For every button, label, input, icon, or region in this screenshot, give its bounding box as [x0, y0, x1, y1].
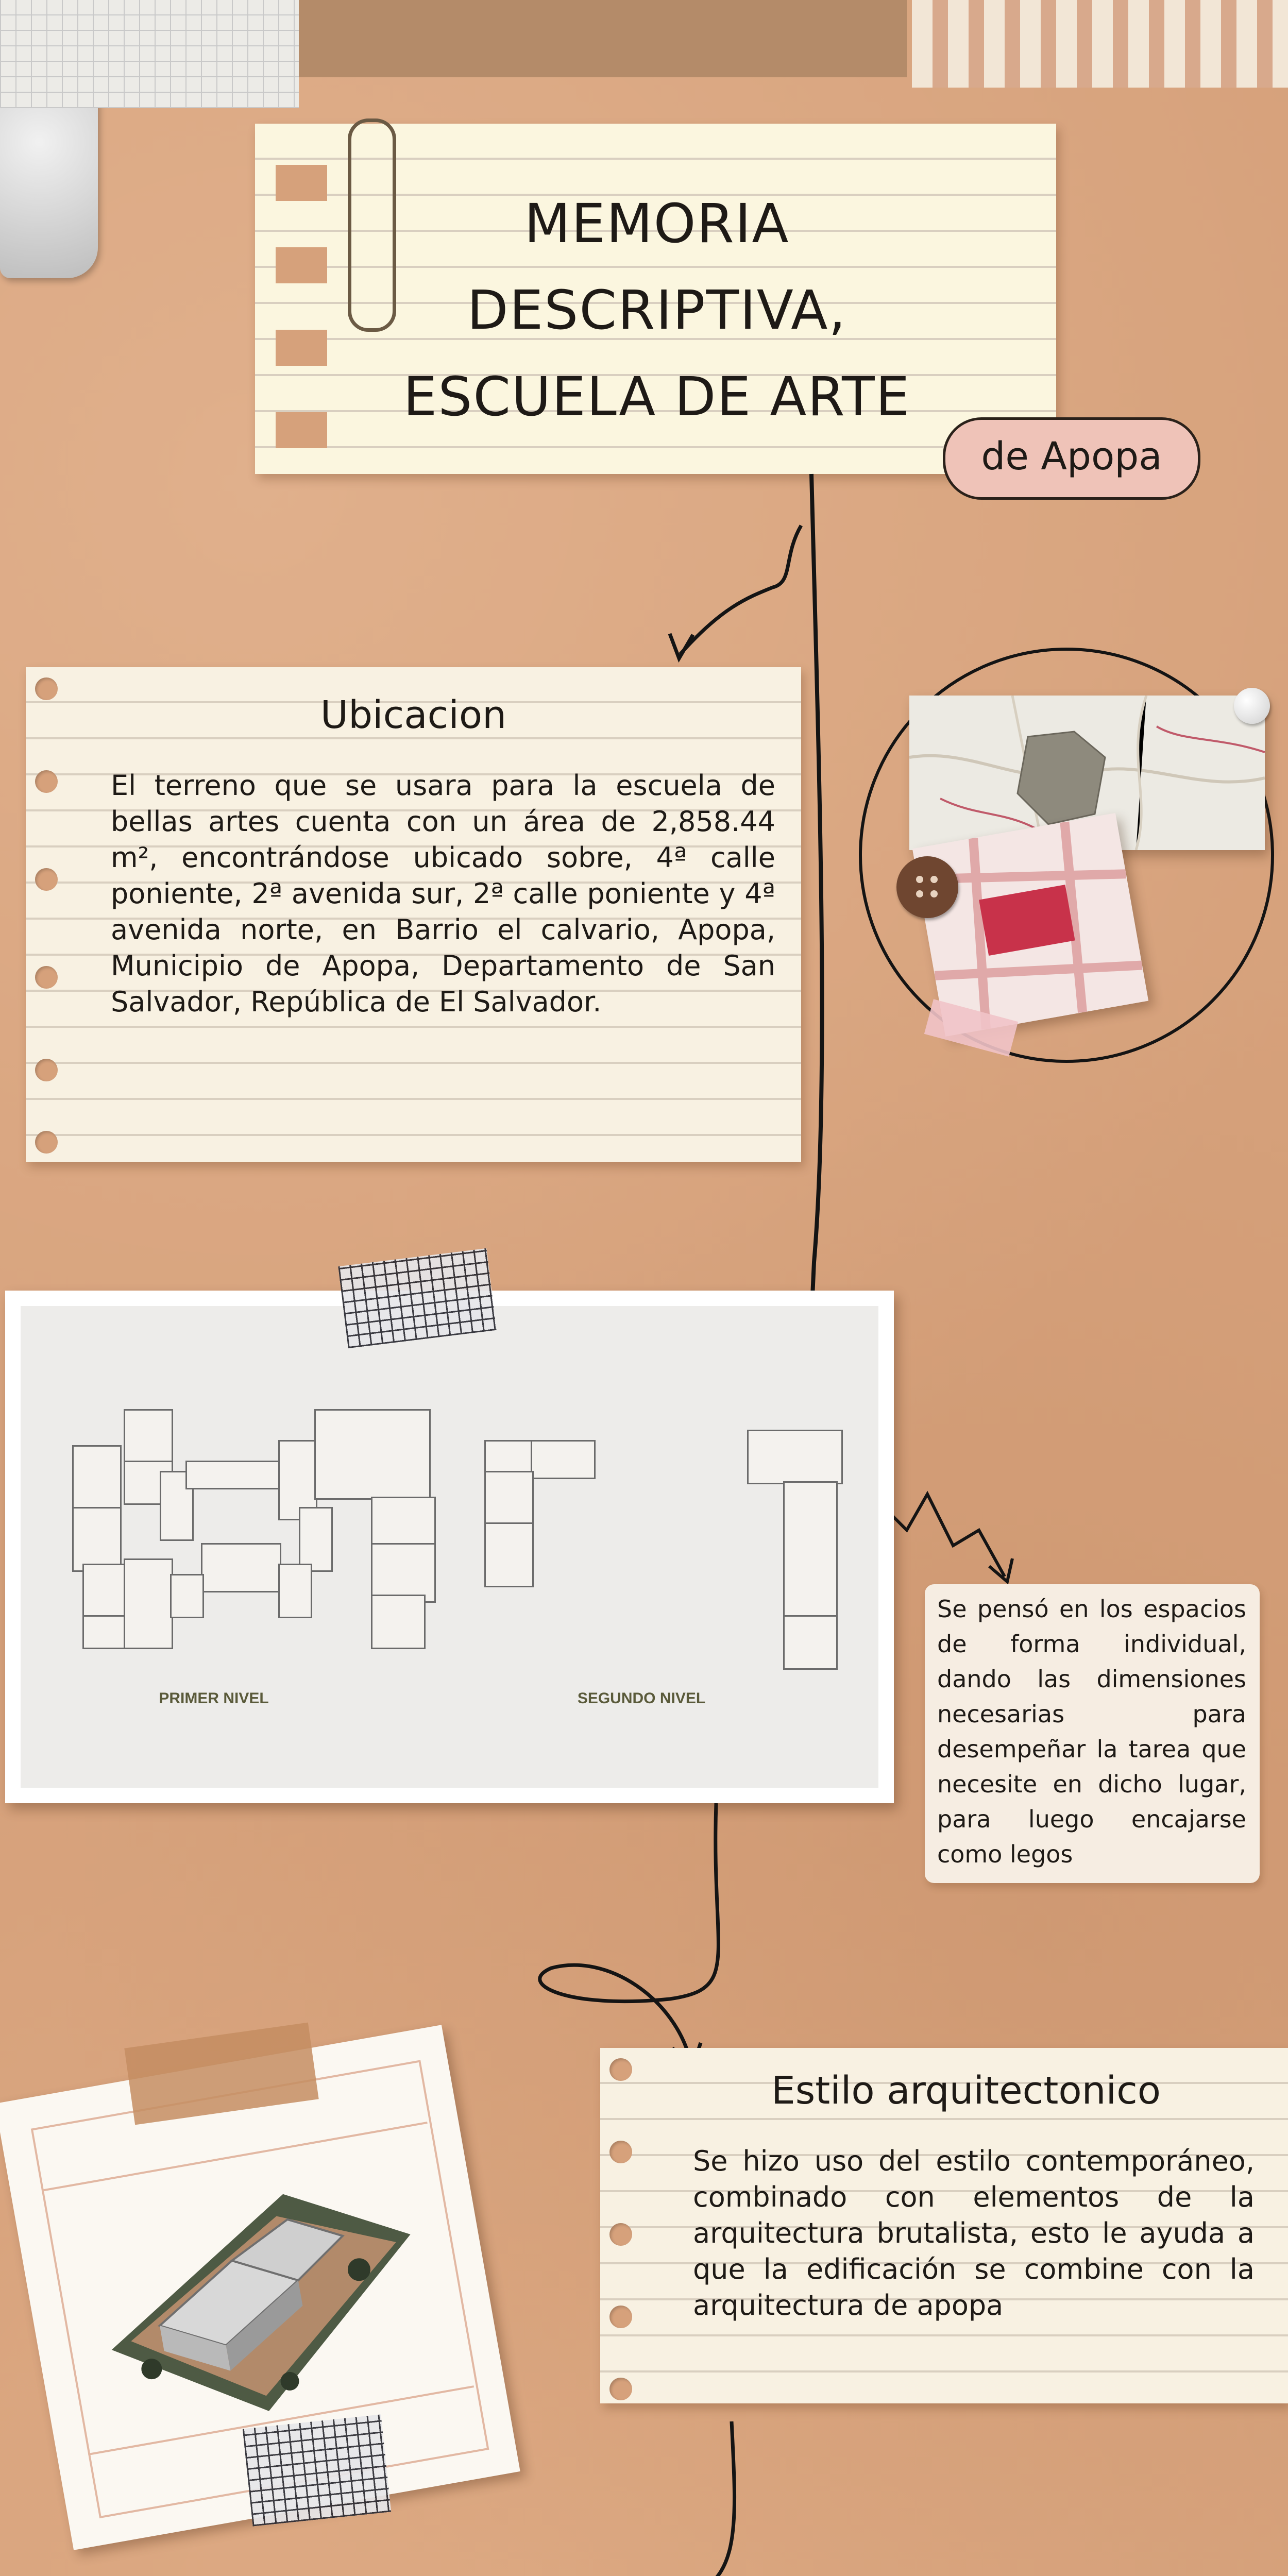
ubicacion-body: El terreno que se usara para la escuela de bellas artes cuenta con un área de 2,858.44 m², encontrándose ubicado sobre, 4ª calle poniente, 2ª avenida sur, 2ª calle poniente y 4ª avenida norte, en Barrio el calvario, Apopa, Municipio de Apopa, Departamento de San Salvador, República de El Salvador. — [111, 769, 775, 1018]
grid-tape — [243, 2414, 391, 2526]
floor-plans-image — [21, 1306, 878, 1788]
pushpin-icon — [1234, 688, 1270, 724]
estilo-heading: Estilo arquitectonico — [771, 2069, 1161, 2113]
ubicacion-note — [26, 667, 801, 1162]
espacios-body: Se pensó en los espacios de forma individual, dando las dimensiones necesarias para desempeñar la tarea que necesite en dicho lugar, para luego encajarse como legos — [937, 1595, 1246, 1868]
primer-nivel-label: PRIMER NIVEL — [159, 1690, 269, 1707]
ubicacion-heading: Ubicacion — [320, 693, 507, 737]
segundo-nivel-wing — [747, 1430, 840, 1667]
building-render — [72, 2126, 448, 2448]
floor-plans-photo — [5, 1291, 894, 1803]
subtitle-badge-text: de Apopa — [981, 434, 1162, 479]
primer-nivel-plan — [72, 1409, 443, 1646]
estilo-body: Se hizo uso del estilo contemporáneo, combinado con elementos de la arquitectura brutalista, esto le ayuda a que la edificación se combine con la arquitectura de apopa — [693, 2145, 1255, 2321]
title-line-1: MEMORIA — [524, 192, 790, 255]
title-line-2: DESCRIPTIVA, — [467, 279, 847, 342]
segundo-nivel-plan — [484, 1440, 613, 1595]
segundo-nivel-label: SEGUNDO NIVEL — [577, 1690, 706, 1707]
estilo-note — [600, 2048, 1288, 2403]
espacios-note — [925, 1584, 1260, 1883]
title-line-3: ESCUELA DE ARTE — [403, 365, 911, 428]
button-pin-icon — [896, 856, 958, 918]
